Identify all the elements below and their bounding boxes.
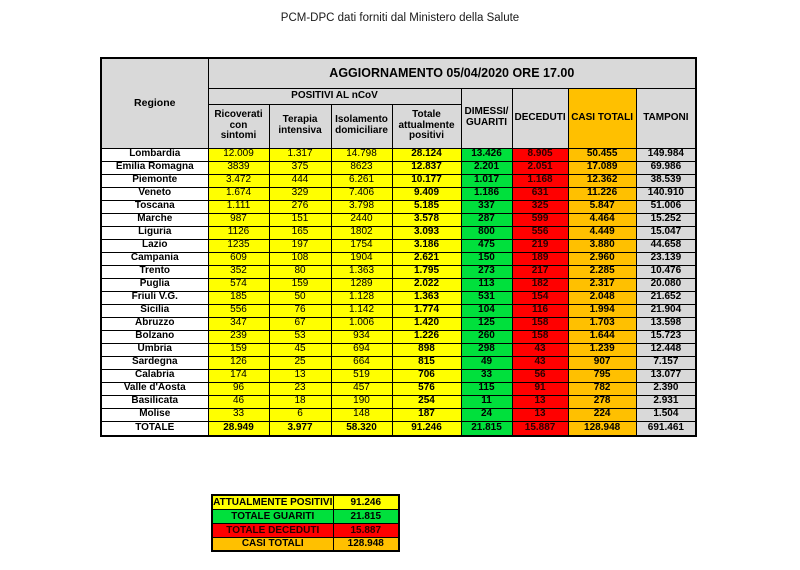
value-cell: 1.317	[269, 148, 331, 161]
value-cell: 154	[512, 291, 568, 304]
value-cell: 69.986	[636, 161, 696, 174]
positivi-group-header: POSITIVI AL nCoV	[208, 88, 461, 104]
value-cell: 5.185	[392, 200, 461, 213]
table-row	[101, 304, 696, 317]
region-name-cell: Veneto	[101, 187, 208, 200]
value-cell: 21.815	[461, 421, 512, 436]
value-cell: 1235	[208, 239, 269, 252]
summary-label: ATTUALMENTE POSITIVI	[213, 496, 333, 508]
value-cell: 298	[461, 343, 512, 356]
value-cell: 2.621	[392, 252, 461, 265]
region-name-cell: Lazio	[101, 239, 208, 252]
table-row	[101, 239, 696, 252]
value-cell: 76	[269, 304, 331, 317]
value-cell: 159	[208, 343, 269, 356]
value-cell: 190	[331, 395, 392, 408]
value-cell: 1.017	[461, 174, 512, 187]
value-cell: 224	[568, 408, 636, 421]
column-header-dimessi-guariti: DIMESSI/ GUARITI	[461, 88, 512, 148]
value-cell: 219	[512, 239, 568, 252]
value-cell: 13.077	[636, 369, 696, 382]
value-cell: 1.420	[392, 317, 461, 330]
value-cell: 10.177	[392, 174, 461, 187]
table-row	[101, 265, 696, 278]
value-cell: 1.703	[568, 317, 636, 330]
value-cell: 33	[461, 369, 512, 382]
value-cell: 531	[461, 291, 512, 304]
column-header-totale-positivi: Totale attualmente positivi	[392, 104, 461, 148]
table-row	[101, 148, 696, 161]
table-row	[101, 369, 696, 382]
covid-data-table	[100, 57, 697, 437]
value-cell: 457	[331, 382, 392, 395]
value-cell: 43	[512, 343, 568, 356]
value-cell: 907	[568, 356, 636, 369]
value-cell: 2.931	[636, 395, 696, 408]
value-cell: 1289	[331, 278, 392, 291]
page-title: PCM-DPC dati forniti dal Ministero della Salute	[280, 12, 520, 24]
value-cell: 1.504	[636, 408, 696, 421]
column-header-casi-totali: CASI TOTALI	[568, 88, 636, 148]
region-name-cell: Piemonte	[101, 174, 208, 187]
summary-row	[212, 509, 399, 523]
value-cell: 576	[392, 382, 461, 395]
value-cell: 50.455	[568, 148, 636, 161]
value-cell: 898	[392, 343, 461, 356]
value-cell: 815	[392, 356, 461, 369]
table-row	[101, 382, 696, 395]
total-label-cell: TOTALE	[101, 421, 208, 436]
value-cell: 2.048	[568, 291, 636, 304]
value-cell: 49	[461, 356, 512, 369]
column-header-tamponi: TAMPONI	[636, 88, 696, 148]
value-cell: 1.128	[331, 291, 392, 304]
summary-table	[211, 494, 400, 552]
value-cell: 158	[512, 330, 568, 343]
value-cell: 347	[208, 317, 269, 330]
value-cell: 694	[331, 343, 392, 356]
value-cell: 3.186	[392, 239, 461, 252]
table-row	[101, 278, 696, 291]
value-cell: 2.051	[512, 161, 568, 174]
value-cell: 23.139	[636, 252, 696, 265]
value-cell: 1.363	[392, 291, 461, 304]
value-cell: 126	[208, 356, 269, 369]
value-cell: 13	[512, 395, 568, 408]
value-cell: 2440	[331, 213, 392, 226]
table-row	[101, 226, 696, 239]
value-cell: 1.226	[392, 330, 461, 343]
table-row	[101, 252, 696, 265]
value-cell: 12.448	[636, 343, 696, 356]
region-name-cell: Molise	[101, 408, 208, 421]
table-row	[101, 213, 696, 226]
value-cell: 189	[512, 252, 568, 265]
value-cell: 1126	[208, 226, 269, 239]
summary-value: 91.246	[333, 495, 399, 509]
value-cell: 352	[208, 265, 269, 278]
value-cell: 50	[269, 291, 331, 304]
region-name-cell: Emilia Romagna	[101, 161, 208, 174]
value-cell: 239	[208, 330, 269, 343]
value-cell: 53	[269, 330, 331, 343]
region-name-cell: Puglia	[101, 278, 208, 291]
value-cell: 51.006	[636, 200, 696, 213]
column-header-deceduti: DECEDUTI	[512, 88, 568, 148]
summary-label: CASI TOTALI	[212, 537, 333, 551]
value-cell: 10.476	[636, 265, 696, 278]
value-cell: 11	[461, 395, 512, 408]
value-cell: 609	[208, 252, 269, 265]
region-name-cell: Liguria	[101, 226, 208, 239]
value-cell: 664	[331, 356, 392, 369]
column-header-ricoverati: Ricoverati con sintomi	[208, 104, 269, 148]
value-cell: 45	[269, 343, 331, 356]
table-row	[101, 343, 696, 356]
value-cell: 1.168	[512, 174, 568, 187]
region-name-cell: Sardegna	[101, 356, 208, 369]
value-cell: 3.977	[269, 421, 331, 436]
value-cell: 691.461	[636, 421, 696, 436]
table-row	[101, 356, 696, 369]
value-cell: 1.111	[208, 200, 269, 213]
region-name-cell: Marche	[101, 213, 208, 226]
summary-body	[212, 495, 399, 551]
value-cell: 58.320	[331, 421, 392, 436]
value-cell: 475	[461, 239, 512, 252]
value-cell: 33	[208, 408, 269, 421]
value-cell: 197	[269, 239, 331, 252]
value-cell: 574	[208, 278, 269, 291]
table-row	[101, 330, 696, 343]
value-cell: 337	[461, 200, 512, 213]
value-cell: 287	[461, 213, 512, 226]
value-cell: 254	[392, 395, 461, 408]
value-cell: 182	[512, 278, 568, 291]
column-header-isolamento: Isolamento domiciliare	[331, 104, 392, 148]
total-row	[101, 421, 696, 436]
region-name-cell: Campania	[101, 252, 208, 265]
value-cell: 28.124	[392, 148, 461, 161]
summary-value: 15.887	[333, 523, 399, 537]
region-name-cell: Sicilia	[101, 304, 208, 317]
value-cell: 149.984	[636, 148, 696, 161]
value-cell: 91.246	[392, 421, 461, 436]
value-cell: 1.644	[568, 330, 636, 343]
value-cell: 113	[461, 278, 512, 291]
value-cell: 151	[269, 213, 331, 226]
value-cell: 96	[208, 382, 269, 395]
region-name-cell: Lombardia	[101, 148, 208, 161]
region-name-cell: Abruzzo	[101, 317, 208, 330]
summary-row	[212, 537, 399, 551]
value-cell: 21.904	[636, 304, 696, 317]
value-cell: 8.905	[512, 148, 568, 161]
value-cell: 13	[512, 408, 568, 421]
value-cell: 9.409	[392, 187, 461, 200]
value-cell: 15.723	[636, 330, 696, 343]
value-cell: 1.142	[331, 304, 392, 317]
value-cell: 13.598	[636, 317, 696, 330]
value-cell: 11.226	[568, 187, 636, 200]
value-cell: 2.317	[568, 278, 636, 291]
table-header	[101, 58, 696, 148]
summary-row	[212, 523, 399, 537]
value-cell: 7.157	[636, 356, 696, 369]
value-cell: 800	[461, 226, 512, 239]
value-cell: 38.539	[636, 174, 696, 187]
value-cell: 556	[512, 226, 568, 239]
table-row	[101, 174, 696, 187]
region-name-cell: Umbria	[101, 343, 208, 356]
value-cell: 56	[512, 369, 568, 382]
update-header: AGGIORNAMENTO 05/04/2020 ORE 17.00	[208, 58, 696, 88]
value-cell: 104	[461, 304, 512, 317]
value-cell: 782	[568, 382, 636, 395]
value-cell: 128.948	[568, 421, 636, 436]
value-cell: 2.201	[461, 161, 512, 174]
value-cell: 3.880	[568, 239, 636, 252]
value-cell: 519	[331, 369, 392, 382]
table-row	[101, 395, 696, 408]
region-name-cell: Bolzano	[101, 330, 208, 343]
value-cell: 28.949	[208, 421, 269, 436]
value-cell: 12.837	[392, 161, 461, 174]
summary-label: TOTALE DECEDUTI	[212, 523, 333, 537]
table-body	[101, 148, 696, 436]
value-cell: 273	[461, 265, 512, 278]
value-cell: 6.261	[331, 174, 392, 187]
value-cell: 116	[512, 304, 568, 317]
value-cell: 7.406	[331, 187, 392, 200]
value-cell: 174	[208, 369, 269, 382]
region-name-cell: Friuli V.G.	[101, 291, 208, 304]
value-cell: 25	[269, 356, 331, 369]
summary-row	[212, 495, 399, 509]
value-cell: 1.795	[392, 265, 461, 278]
value-cell: 12.009	[208, 148, 269, 161]
region-name-cell: Calabria	[101, 369, 208, 382]
value-cell: 934	[331, 330, 392, 343]
value-cell: 115	[461, 382, 512, 395]
value-cell: 67	[269, 317, 331, 330]
value-cell: 2.022	[392, 278, 461, 291]
value-cell: 6	[269, 408, 331, 421]
value-cell: 987	[208, 213, 269, 226]
summary-value: 21.815	[333, 509, 399, 523]
value-cell: 148	[331, 408, 392, 421]
value-cell: 1.774	[392, 304, 461, 317]
summary-value: 128.948	[333, 537, 399, 551]
value-cell: 1.994	[568, 304, 636, 317]
value-cell: 140.910	[636, 187, 696, 200]
value-cell: 556	[208, 304, 269, 317]
column-header-terapia-intensiva: Terapia intensiva	[269, 104, 331, 148]
value-cell: 631	[512, 187, 568, 200]
region-name-cell: Toscana	[101, 200, 208, 213]
value-cell: 159	[269, 278, 331, 291]
value-cell: 1754	[331, 239, 392, 252]
value-cell: 14.798	[331, 148, 392, 161]
value-cell: 278	[568, 395, 636, 408]
value-cell: 150	[461, 252, 512, 265]
value-cell: 13.426	[461, 148, 512, 161]
value-cell: 158	[512, 317, 568, 330]
value-cell: 1.674	[208, 187, 269, 200]
value-cell: 325	[512, 200, 568, 213]
value-cell: 13	[269, 369, 331, 382]
value-cell: 1.363	[331, 265, 392, 278]
value-cell: 2.285	[568, 265, 636, 278]
value-cell: 20.080	[636, 278, 696, 291]
value-cell: 43	[512, 356, 568, 369]
value-cell: 18	[269, 395, 331, 408]
region-name-cell: Basilicata	[101, 395, 208, 408]
region-name-cell: Trento	[101, 265, 208, 278]
region-column-header: Regione	[101, 58, 208, 148]
value-cell: 1802	[331, 226, 392, 239]
table-row	[101, 161, 696, 174]
value-cell: 15.252	[636, 213, 696, 226]
value-cell: 187	[392, 408, 461, 421]
value-cell: 80	[269, 265, 331, 278]
value-cell: 3.798	[331, 200, 392, 213]
table-row	[101, 317, 696, 330]
value-cell: 91	[512, 382, 568, 395]
value-cell: 3839	[208, 161, 269, 174]
table-row	[101, 408, 696, 421]
value-cell: 108	[269, 252, 331, 265]
value-cell: 706	[392, 369, 461, 382]
value-cell: 1.239	[568, 343, 636, 356]
value-cell: 15.047	[636, 226, 696, 239]
value-cell: 2.390	[636, 382, 696, 395]
value-cell: 5.847	[568, 200, 636, 213]
value-cell: 3.472	[208, 174, 269, 187]
value-cell: 15.887	[512, 421, 568, 436]
value-cell: 795	[568, 369, 636, 382]
value-cell: 8623	[331, 161, 392, 174]
table-row	[101, 200, 696, 213]
value-cell: 3.578	[392, 213, 461, 226]
value-cell: 21.652	[636, 291, 696, 304]
value-cell: 4.464	[568, 213, 636, 226]
value-cell: 44.658	[636, 239, 696, 252]
value-cell: 2.960	[568, 252, 636, 265]
value-cell: 1.186	[461, 187, 512, 200]
value-cell: 329	[269, 187, 331, 200]
region-name-cell: Valle d'Aosta	[101, 382, 208, 395]
value-cell: 217	[512, 265, 568, 278]
value-cell: 24	[461, 408, 512, 421]
value-cell: 46	[208, 395, 269, 408]
value-cell: 1.006	[331, 317, 392, 330]
value-cell: 185	[208, 291, 269, 304]
value-cell: 165	[269, 226, 331, 239]
value-cell: 4.449	[568, 226, 636, 239]
table-row	[101, 291, 696, 304]
value-cell: 444	[269, 174, 331, 187]
value-cell: 276	[269, 200, 331, 213]
value-cell: 125	[461, 317, 512, 330]
summary-label: TOTALE GUARITI	[212, 509, 333, 523]
value-cell: 599	[512, 213, 568, 226]
value-cell: 260	[461, 330, 512, 343]
value-cell: 3.093	[392, 226, 461, 239]
value-cell: 23	[269, 382, 331, 395]
table-row	[101, 187, 696, 200]
value-cell: 12.362	[568, 174, 636, 187]
value-cell: 17.089	[568, 161, 636, 174]
value-cell: 375	[269, 161, 331, 174]
value-cell: 1904	[331, 252, 392, 265]
